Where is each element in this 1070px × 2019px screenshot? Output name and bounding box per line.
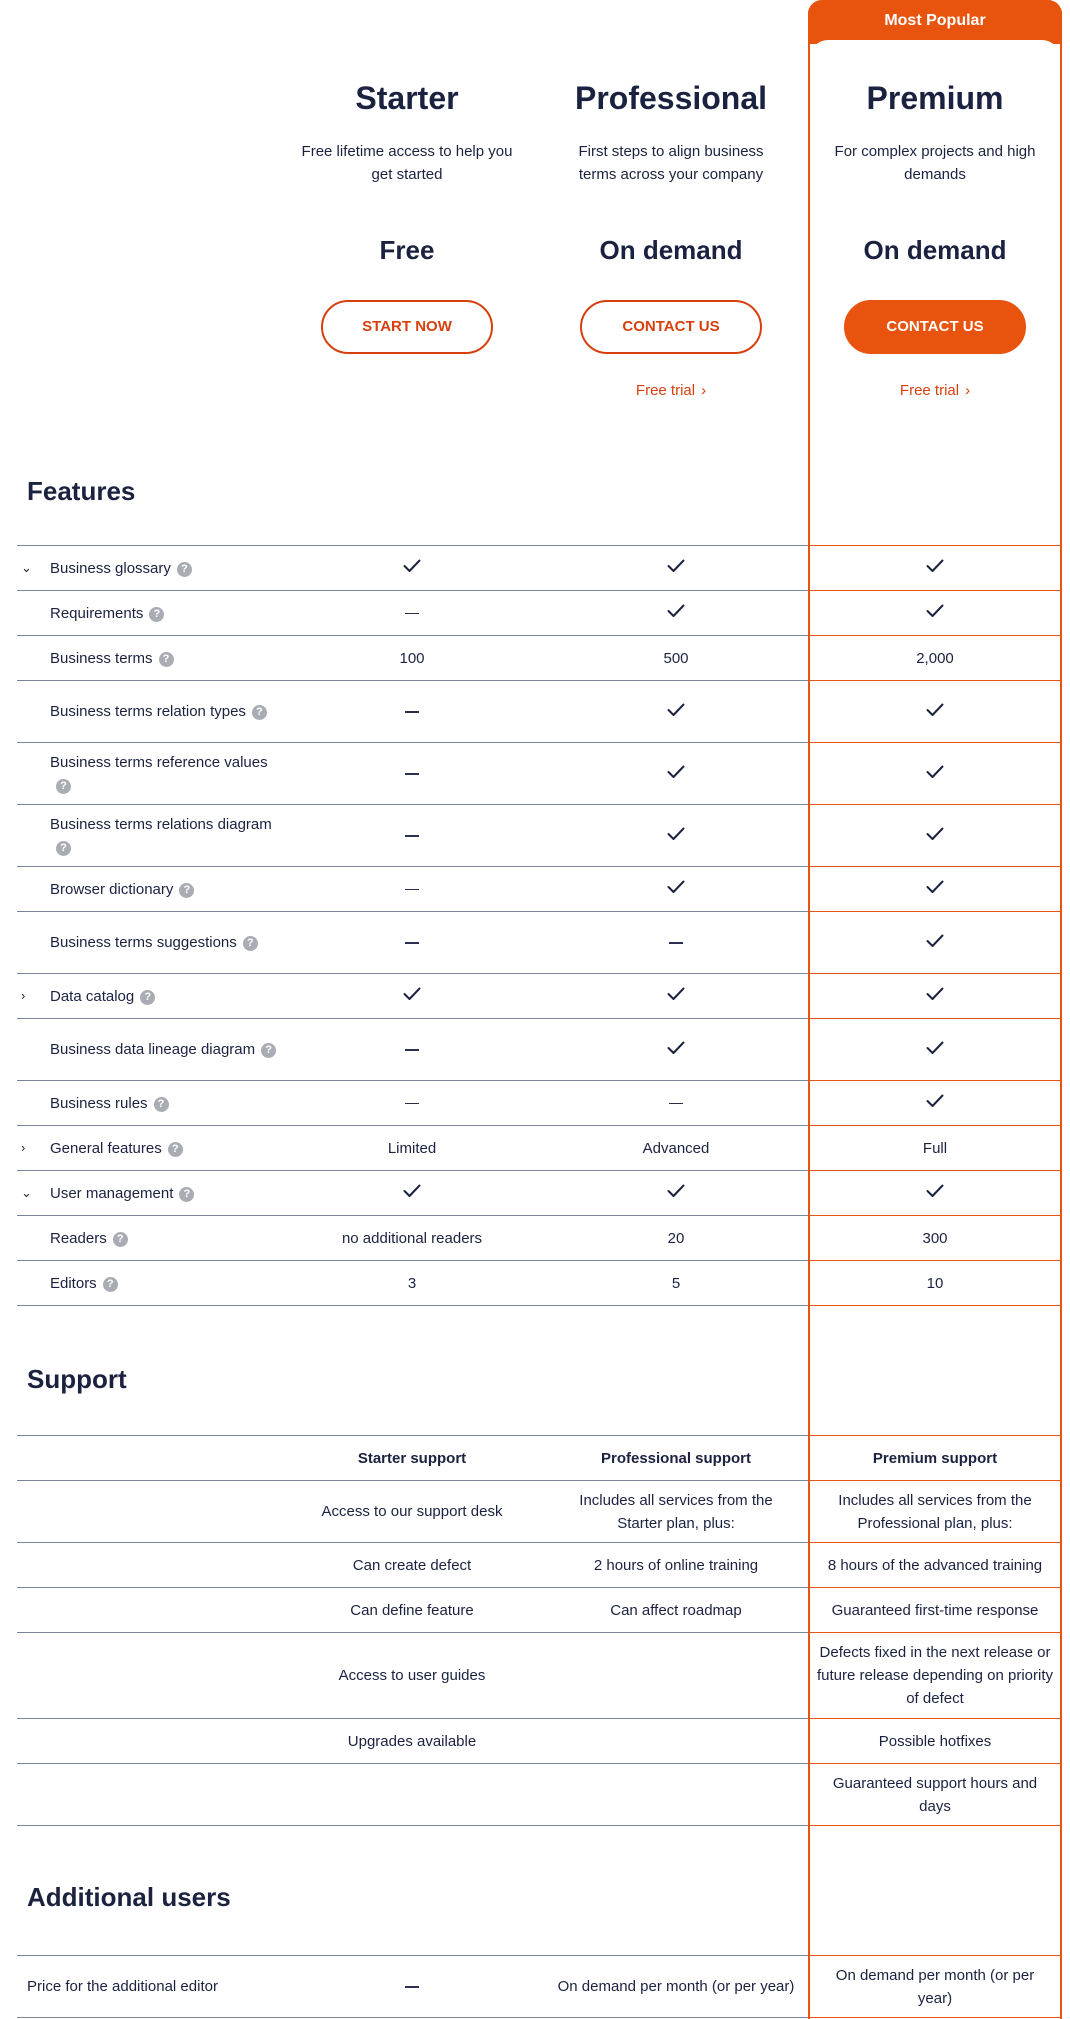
help-icon[interactable]: ? <box>149 607 164 622</box>
feature-label-cell <box>17 743 280 805</box>
feature-row <box>17 636 1062 681</box>
check-icon <box>667 1184 685 1202</box>
feature-label-cell <box>17 1019 280 1081</box>
support-cell: Access to user guides <box>280 1633 544 1719</box>
feature-label: Readers <box>50 1229 107 1247</box>
plan-price: On demand <box>599 235 743 265</box>
feature-row <box>17 805 1062 867</box>
feature-label: General features <box>50 1139 162 1157</box>
feature-value-cell: Full <box>808 1126 1062 1171</box>
dash-icon <box>405 835 419 837</box>
empty-cell <box>17 1764 280 1826</box>
feature-row <box>17 1019 1062 1081</box>
support-cell: Includes all services from the Starter plan, plus: <box>544 1481 808 1543</box>
plan-price: On demand <box>863 235 1007 265</box>
feature-value-cell <box>808 1081 1062 1126</box>
contact-us-button[interactable]: CONTACT US <box>844 300 1026 354</box>
empty-cell <box>17 1436 280 1481</box>
feature-value-cell <box>280 974 544 1019</box>
feature-label: Business terms <box>50 649 153 667</box>
plan-description: First steps to align business terms across your company <box>578 143 764 183</box>
feature-value-cell <box>808 805 1062 867</box>
feature-value-cell: 20 <box>544 1216 808 1261</box>
feature-value-cell <box>280 1171 544 1216</box>
feature-value-cell <box>544 681 808 743</box>
feature-label-cell <box>17 1216 280 1261</box>
feature-row <box>17 1261 1062 1306</box>
feature-label-cell <box>17 1261 280 1306</box>
free-trial-link[interactable] <box>808 382 1062 399</box>
check-icon <box>667 559 685 577</box>
check-icon <box>403 559 421 577</box>
feature-label-cell <box>17 1081 280 1126</box>
feature-label-cell <box>17 636 280 681</box>
feature-label: Data catalog <box>50 987 135 1005</box>
support-cell <box>280 1764 544 1826</box>
feature-value-cell <box>808 591 1062 636</box>
support-header-row <box>17 1436 1062 1481</box>
feature-label-cell <box>17 681 280 743</box>
feature-value-cell <box>544 1081 808 1126</box>
feature-label-cell <box>17 867 280 912</box>
dash-icon <box>669 1103 683 1105</box>
feature-value-cell: 300 <box>808 1216 1062 1261</box>
support-row <box>17 1481 1062 1543</box>
start-now-button[interactable]: START NOW <box>321 300 493 354</box>
help-icon[interactable]: ? <box>177 562 192 577</box>
check-icon <box>403 987 421 1005</box>
check-icon <box>926 765 944 783</box>
dash-icon <box>405 889 419 891</box>
feature-value-cell: 5 <box>544 1261 808 1306</box>
feature-value-cell <box>808 546 1062 591</box>
support-cell: Includes all services from the Professional plan, plus: <box>808 1481 1062 1543</box>
check-icon <box>667 880 685 898</box>
features-table <box>17 545 1062 1306</box>
support-cell: Guaranteed first-time response <box>808 1588 1062 1633</box>
dash-icon <box>669 942 683 944</box>
empty-cell <box>17 1588 280 1633</box>
feature-value-cell <box>280 743 544 805</box>
check-icon <box>667 765 685 783</box>
feature-value-cell <box>808 867 1062 912</box>
most-popular-badge: Most Popular <box>808 0 1062 44</box>
chevron-right-icon: › <box>701 382 707 399</box>
support-cell: 2 hours of online training <box>544 1543 808 1588</box>
feature-value-cell <box>544 1019 808 1081</box>
additional-user-value <box>280 1956 544 2018</box>
feature-row <box>17 974 1062 1019</box>
feature-label-cell <box>17 912 280 974</box>
support-cell: 8 hours of the advanced training <box>808 1543 1062 1588</box>
feature-value-cell <box>808 1171 1062 1216</box>
support-column-header: Starter support <box>280 1436 544 1481</box>
feature-label: Editors <box>50 1274 97 1292</box>
check-icon <box>667 987 685 1005</box>
support-cell: Possible hotfixes <box>808 1719 1062 1764</box>
feature-label: Business terms suggestions <box>50 934 237 951</box>
empty-cell <box>17 1633 280 1719</box>
feature-value-cell <box>544 867 808 912</box>
check-icon <box>926 703 944 721</box>
feature-value-cell <box>544 974 808 1019</box>
feature-row <box>17 591 1062 636</box>
feature-row <box>17 546 1062 591</box>
feature-row <box>17 1171 1062 1216</box>
plan-description: Free lifetime access to help you get started <box>301 143 513 183</box>
check-icon <box>926 987 944 1005</box>
empty-cell <box>17 1543 280 1588</box>
check-icon <box>667 1041 685 1059</box>
feature-label: Requirements <box>50 604 144 622</box>
empty-cell <box>17 1481 280 1543</box>
chevron-down-icon[interactable]: ⌄ <box>21 560 32 575</box>
plan-name: Premium <box>866 80 1004 116</box>
check-icon <box>926 559 944 577</box>
feature-value-cell: Advanced <box>544 1126 808 1171</box>
help-icon[interactable]: ? <box>159 652 174 667</box>
additional-user-row <box>17 1956 1062 2018</box>
additional-user-label: Price for the additional editor <box>17 1956 280 2018</box>
feature-value-cell <box>808 1019 1062 1081</box>
support-cell: Access to our support desk <box>280 1481 544 1543</box>
feature-value-cell <box>808 681 1062 743</box>
check-icon <box>926 1041 944 1059</box>
support-table <box>17 1435 1062 1826</box>
feature-label-cell <box>17 805 280 867</box>
free-trial-label: Free trial <box>899 382 960 399</box>
support-column-header: Premium support <box>808 1436 1062 1481</box>
help-icon[interactable]: ? <box>261 1043 276 1058</box>
plan-name: Professional <box>574 80 768 116</box>
feature-row <box>17 681 1062 743</box>
support-title: Support <box>27 1364 127 1394</box>
plan-price: Free <box>379 235 435 265</box>
chevron-right-icon: › <box>965 382 971 399</box>
feature-label: Business data lineage diagram <box>50 1041 256 1058</box>
additional-users-table <box>17 1955 1062 2018</box>
chevron-down-icon[interactable]: ⌄ <box>21 1185 32 1200</box>
plan-starter <box>280 70 534 354</box>
help-icon[interactable]: ? <box>140 990 155 1005</box>
feature-value-cell: 10 <box>808 1261 1062 1306</box>
feature-value-cell <box>544 743 808 805</box>
feature-label: Business terms relation types <box>50 703 246 720</box>
feature-label-cell <box>17 974 280 1019</box>
support-cell: Defects fixed in the next release or future release depending on priority of defect <box>808 1633 1062 1719</box>
check-icon <box>667 604 685 622</box>
feature-value-cell <box>808 743 1062 805</box>
feature-value-cell <box>544 1171 808 1216</box>
feature-row <box>17 1126 1062 1171</box>
dash-icon <box>405 613 419 615</box>
feature-value-cell <box>280 1081 544 1126</box>
check-icon <box>926 604 944 622</box>
feature-label-cell <box>17 546 280 591</box>
feature-value-cell <box>280 805 544 867</box>
feature-label-cell <box>17 1171 280 1216</box>
check-icon <box>926 827 944 845</box>
check-icon <box>667 827 685 845</box>
feature-value-cell <box>280 681 544 743</box>
check-icon <box>926 934 944 952</box>
support-column-header: Professional support <box>544 1436 808 1481</box>
check-icon <box>926 1094 944 1112</box>
dash-icon <box>405 711 419 713</box>
feature-label: Business terms relations diagram <box>50 815 272 833</box>
help-icon[interactable]: ? <box>56 841 71 856</box>
check-icon <box>926 880 944 898</box>
feature-label: Business glossary <box>50 559 171 577</box>
feature-value-cell <box>808 912 1062 974</box>
help-icon[interactable]: ? <box>56 779 71 794</box>
help-icon[interactable]: ? <box>168 1142 183 1157</box>
dash-icon <box>405 1103 419 1105</box>
feature-row <box>17 867 1062 912</box>
support-cell: Can affect roadmap <box>544 1588 808 1633</box>
free-trial-label: Free trial <box>635 382 696 399</box>
dash-icon <box>405 773 419 775</box>
check-icon <box>926 1184 944 1202</box>
free-trial-link[interactable] <box>544 382 798 399</box>
feature-value-cell <box>544 591 808 636</box>
feature-value-cell: 3 <box>280 1261 544 1306</box>
support-row <box>17 1588 1062 1633</box>
help-icon[interactable]: ? <box>243 936 258 951</box>
feature-label: Browser dictionary <box>50 880 174 898</box>
help-icon[interactable]: ? <box>103 1277 118 1292</box>
badge-curve <box>810 40 1060 64</box>
support-cell: Can create defect <box>280 1543 544 1588</box>
support-row <box>17 1764 1062 1826</box>
additional-users-title: Additional users <box>27 1882 231 1912</box>
help-icon[interactable]: ? <box>113 1232 128 1247</box>
feature-value-cell <box>544 546 808 591</box>
feature-value-cell <box>544 805 808 867</box>
support-cell <box>544 1764 808 1826</box>
plan-description: For complex projects and high demands <box>834 143 1036 183</box>
support-cell: Can define feature <box>280 1588 544 1633</box>
dash-icon <box>405 1986 419 1988</box>
additional-user-value: On demand per month (or per year) <box>808 1956 1062 2018</box>
feature-value-cell: 100 <box>280 636 544 681</box>
features-title: Features <box>27 476 136 506</box>
additional-user-value: On demand per month (or per year) <box>544 1956 808 2018</box>
support-cell <box>544 1633 808 1719</box>
chevron-right-icon[interactable]: › <box>21 1140 26 1155</box>
feature-value-cell <box>280 591 544 636</box>
feature-value-cell: 2,000 <box>808 636 1062 681</box>
feature-value-cell: 500 <box>544 636 808 681</box>
feature-label: Business rules <box>50 1094 148 1112</box>
feature-value-cell <box>280 546 544 591</box>
feature-label: User management <box>50 1184 174 1202</box>
feature-label-cell <box>17 591 280 636</box>
help-icon[interactable]: ? <box>179 1187 194 1202</box>
dash-icon <box>405 942 419 944</box>
feature-row <box>17 743 1062 805</box>
chevron-right-icon[interactable]: › <box>21 988 26 1003</box>
help-icon[interactable]: ? <box>154 1097 169 1112</box>
support-row <box>17 1719 1062 1764</box>
dash-icon <box>405 1049 419 1051</box>
feature-value-cell: no additional readers <box>280 1216 544 1261</box>
support-row <box>17 1633 1062 1719</box>
feature-value-cell <box>808 974 1062 1019</box>
contact-us-button[interactable]: CONTACT US <box>580 300 762 354</box>
feature-value-cell <box>280 1019 544 1081</box>
feature-value-cell <box>280 912 544 974</box>
help-icon[interactable]: ? <box>252 705 267 720</box>
plan-professional <box>544 70 798 399</box>
feature-value-cell: Limited <box>280 1126 544 1171</box>
feature-row <box>17 1081 1062 1126</box>
support-row <box>17 1543 1062 1588</box>
empty-cell <box>17 1719 280 1764</box>
check-icon <box>403 1184 421 1202</box>
feature-row <box>17 1216 1062 1261</box>
feature-label-cell <box>17 1126 280 1171</box>
feature-value-cell <box>544 912 808 974</box>
plan-name: Starter <box>355 80 459 116</box>
support-cell <box>544 1719 808 1764</box>
feature-row <box>17 912 1062 974</box>
support-cell: Guaranteed support hours and days <box>808 1764 1062 1826</box>
check-icon <box>667 703 685 721</box>
help-icon[interactable]: ? <box>179 883 194 898</box>
support-cell: Upgrades available <box>280 1719 544 1764</box>
feature-label: Business terms reference values <box>50 753 268 771</box>
feature-value-cell <box>280 867 544 912</box>
plan-premium <box>808 70 1062 399</box>
